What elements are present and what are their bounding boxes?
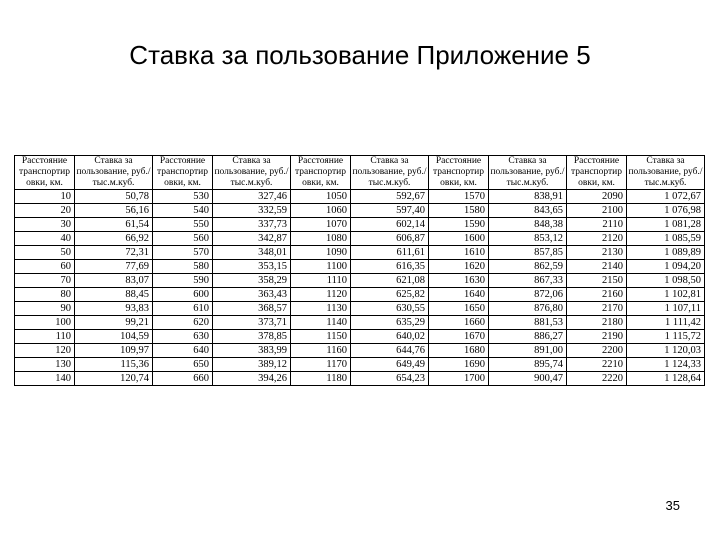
distance-cell: 1100 bbox=[291, 260, 351, 274]
distance-cell: 70 bbox=[15, 274, 75, 288]
distance-cell: 570 bbox=[153, 246, 213, 260]
rate-cell: 597,40 bbox=[351, 204, 429, 218]
rate-cell: 886,27 bbox=[489, 330, 567, 344]
distance-cell: 640 bbox=[153, 344, 213, 358]
distance-cell: 1590 bbox=[429, 218, 489, 232]
table-row bbox=[15, 358, 705, 372]
distance-cell: 660 bbox=[153, 372, 213, 386]
distance-cell: 2090 bbox=[567, 190, 627, 204]
rate-cell: 1 076,98 bbox=[627, 204, 705, 218]
distance-cell: 1660 bbox=[429, 316, 489, 330]
rate-cell: 66,92 bbox=[75, 232, 153, 246]
distance-cell: 580 bbox=[153, 260, 213, 274]
rate-cell: 1 085,59 bbox=[627, 232, 705, 246]
rate-cell: 383,99 bbox=[213, 344, 291, 358]
rate-cell: 337,73 bbox=[213, 218, 291, 232]
rate-cell: 72,31 bbox=[75, 246, 153, 260]
distance-cell: 2150 bbox=[567, 274, 627, 288]
table-row bbox=[15, 246, 705, 260]
distance-cell: 2170 bbox=[567, 302, 627, 316]
slide-title: Ставка за пользование Приложение 5 bbox=[129, 40, 591, 70]
header-distance: Расстояние транспортир овки, км. bbox=[567, 156, 627, 190]
rate-cell: 50,78 bbox=[75, 190, 153, 204]
header-rate: Ставка за пользование, руб./тыс.м.куб. bbox=[214, 156, 289, 188]
distance-cell: 60 bbox=[15, 260, 75, 274]
rate-cell: 895,74 bbox=[489, 358, 567, 372]
rate-cell: 368,57 bbox=[213, 302, 291, 316]
header-distance: Расстояние транспортир овки, км. bbox=[429, 156, 489, 190]
distance-cell: 2210 bbox=[567, 358, 627, 372]
header-rate: Ставка за пользование, руб./тыс.м.куб. bbox=[352, 156, 427, 188]
table-row bbox=[15, 330, 705, 344]
distance-cell: 1610 bbox=[429, 246, 489, 260]
distance-cell: 2110 bbox=[567, 218, 627, 232]
rate-cell: 900,47 bbox=[489, 372, 567, 386]
distance-cell: 1050 bbox=[291, 190, 351, 204]
distance-cell: 2200 bbox=[567, 344, 627, 358]
distance-cell: 130 bbox=[15, 358, 75, 372]
rate-cell: 649,49 bbox=[351, 358, 429, 372]
header-distance: Расстояние транспортир овки, км. bbox=[15, 156, 75, 190]
distance-cell: 2120 bbox=[567, 232, 627, 246]
distance-cell: 40 bbox=[15, 232, 75, 246]
rate-cell: 342,87 bbox=[213, 232, 291, 246]
distance-cell: 1170 bbox=[291, 358, 351, 372]
table-row bbox=[15, 344, 705, 358]
rate-cell: 621,08 bbox=[351, 274, 429, 288]
rate-cell: 644,76 bbox=[351, 344, 429, 358]
rate-cell: 93,83 bbox=[75, 302, 153, 316]
rate-cell: 109,97 bbox=[75, 344, 153, 358]
table-row bbox=[15, 316, 705, 330]
rate-cell: 1 128,64 bbox=[627, 372, 705, 386]
rate-cell: 630,55 bbox=[351, 302, 429, 316]
rate-cell: 881,53 bbox=[489, 316, 567, 330]
distance-cell: 610 bbox=[153, 302, 213, 316]
rate-cell: 353,15 bbox=[213, 260, 291, 274]
rate-cell: 848,38 bbox=[489, 218, 567, 232]
table-row bbox=[15, 260, 705, 274]
table-header-row bbox=[15, 156, 705, 190]
rate-cell: 394,26 bbox=[213, 372, 291, 386]
rate-cell: 1 107,11 bbox=[627, 302, 705, 316]
rate-cell: 327,46 bbox=[213, 190, 291, 204]
distance-cell: 1060 bbox=[291, 204, 351, 218]
distance-cell: 90 bbox=[15, 302, 75, 316]
rate-cell: 853,12 bbox=[489, 232, 567, 246]
rate-cell: 838,91 bbox=[489, 190, 567, 204]
rate-cell: 592,67 bbox=[351, 190, 429, 204]
header-distance: Расстояние транспортир овки, км. bbox=[153, 156, 213, 190]
header-rate: Ставка за пользование, руб./тыс.м.куб. bbox=[76, 156, 151, 188]
rate-cell: 843,65 bbox=[489, 204, 567, 218]
rate-cell: 1 098,50 bbox=[627, 274, 705, 288]
rate-cell: 602,14 bbox=[351, 218, 429, 232]
rate-cell: 872,06 bbox=[489, 288, 567, 302]
rate-cell: 1 111,42 bbox=[627, 316, 705, 330]
distance-cell: 1110 bbox=[291, 274, 351, 288]
distance-cell: 30 bbox=[15, 218, 75, 232]
distance-cell: 2190 bbox=[567, 330, 627, 344]
distance-cell: 1070 bbox=[291, 218, 351, 232]
distance-cell: 1160 bbox=[291, 344, 351, 358]
distance-cell: 1600 bbox=[429, 232, 489, 246]
rate-cell: 88,45 bbox=[75, 288, 153, 302]
table-row bbox=[15, 274, 705, 288]
distance-cell: 540 bbox=[153, 204, 213, 218]
rate-cell: 115,36 bbox=[75, 358, 153, 372]
rate-cell: 348,01 bbox=[213, 246, 291, 260]
table-row bbox=[15, 190, 705, 204]
rate-cell: 1 115,72 bbox=[627, 330, 705, 344]
rate-cell: 611,61 bbox=[351, 246, 429, 260]
rate-cell: 56,16 bbox=[75, 204, 153, 218]
rate-cell: 363,43 bbox=[213, 288, 291, 302]
distance-cell: 1580 bbox=[429, 204, 489, 218]
distance-cell: 80 bbox=[15, 288, 75, 302]
distance-cell: 1630 bbox=[429, 274, 489, 288]
rate-cell: 891,00 bbox=[489, 344, 567, 358]
distance-cell: 1670 bbox=[429, 330, 489, 344]
distance-cell: 120 bbox=[15, 344, 75, 358]
rate-cell: 1 094,20 bbox=[627, 260, 705, 274]
rate-cell: 373,71 bbox=[213, 316, 291, 330]
rate-cell: 332,59 bbox=[213, 204, 291, 218]
rate-cell: 625,82 bbox=[351, 288, 429, 302]
table-row bbox=[15, 232, 705, 246]
distance-cell: 2160 bbox=[567, 288, 627, 302]
distance-cell: 2100 bbox=[567, 204, 627, 218]
table-row bbox=[15, 204, 705, 218]
rates-table-body bbox=[15, 190, 705, 386]
distance-cell: 10 bbox=[15, 190, 75, 204]
rates-table-container bbox=[14, 155, 703, 386]
rate-cell: 77,69 bbox=[75, 260, 153, 274]
rate-cell: 120,74 bbox=[75, 372, 153, 386]
distance-cell: 590 bbox=[153, 274, 213, 288]
rate-cell: 83,07 bbox=[75, 274, 153, 288]
rate-cell: 1 120,03 bbox=[627, 344, 705, 358]
distance-cell: 2130 bbox=[567, 246, 627, 260]
distance-cell: 630 bbox=[153, 330, 213, 344]
header-rate: Ставка за пользование, руб./тыс.м.куб. bbox=[490, 156, 565, 188]
header-rate: Ставка за пользование, руб./тыс.м.куб. bbox=[628, 156, 703, 188]
distance-cell: 1570 bbox=[429, 190, 489, 204]
rate-cell: 61,54 bbox=[75, 218, 153, 232]
rate-cell: 1 124,33 bbox=[627, 358, 705, 372]
rate-cell: 358,29 bbox=[213, 274, 291, 288]
table-row bbox=[15, 218, 705, 232]
distance-cell: 1090 bbox=[291, 246, 351, 260]
distance-cell: 1680 bbox=[429, 344, 489, 358]
rate-cell: 606,87 bbox=[351, 232, 429, 246]
distance-cell: 1700 bbox=[429, 372, 489, 386]
rate-cell: 862,59 bbox=[489, 260, 567, 274]
rate-cell: 1 089,89 bbox=[627, 246, 705, 260]
distance-cell: 550 bbox=[153, 218, 213, 232]
rate-cell: 640,02 bbox=[351, 330, 429, 344]
distance-cell: 620 bbox=[153, 316, 213, 330]
distance-cell: 1650 bbox=[429, 302, 489, 316]
distance-cell: 110 bbox=[15, 330, 75, 344]
distance-cell: 1130 bbox=[291, 302, 351, 316]
rates-table bbox=[14, 155, 705, 386]
distance-cell: 2180 bbox=[567, 316, 627, 330]
rate-cell: 616,35 bbox=[351, 260, 429, 274]
distance-cell: 1120 bbox=[291, 288, 351, 302]
distance-cell: 1640 bbox=[429, 288, 489, 302]
distance-cell: 2140 bbox=[567, 260, 627, 274]
distance-cell: 1150 bbox=[291, 330, 351, 344]
distance-cell: 100 bbox=[15, 316, 75, 330]
distance-cell: 600 bbox=[153, 288, 213, 302]
distance-cell: 50 bbox=[15, 246, 75, 260]
distance-cell: 650 bbox=[153, 358, 213, 372]
distance-cell: 560 bbox=[153, 232, 213, 246]
rate-cell: 1 081,28 bbox=[627, 218, 705, 232]
rate-cell: 378,85 bbox=[213, 330, 291, 344]
distance-cell: 1140 bbox=[291, 316, 351, 330]
rate-cell: 635,29 bbox=[351, 316, 429, 330]
table-row bbox=[15, 372, 705, 386]
distance-cell: 20 bbox=[15, 204, 75, 218]
table-row bbox=[15, 302, 705, 316]
rate-cell: 867,33 bbox=[489, 274, 567, 288]
rate-cell: 857,85 bbox=[489, 246, 567, 260]
rate-cell: 1 072,67 bbox=[627, 190, 705, 204]
distance-cell: 1620 bbox=[429, 260, 489, 274]
rate-cell: 654,23 bbox=[351, 372, 429, 386]
distance-cell: 530 bbox=[153, 190, 213, 204]
distance-cell: 1690 bbox=[429, 358, 489, 372]
rate-cell: 104,59 bbox=[75, 330, 153, 344]
rate-cell: 99,21 bbox=[75, 316, 153, 330]
distance-cell: 1180 bbox=[291, 372, 351, 386]
page-number: 35 bbox=[665, 498, 680, 513]
distance-cell: 1080 bbox=[291, 232, 351, 246]
rate-cell: 1 102,81 bbox=[627, 288, 705, 302]
distance-cell: 140 bbox=[15, 372, 75, 386]
header-distance: Расстояние транспортир овки, км. bbox=[291, 156, 351, 190]
rate-cell: 389,12 bbox=[213, 358, 291, 372]
rate-cell: 876,80 bbox=[489, 302, 567, 316]
distance-cell: 2220 bbox=[567, 372, 627, 386]
table-row bbox=[15, 288, 705, 302]
